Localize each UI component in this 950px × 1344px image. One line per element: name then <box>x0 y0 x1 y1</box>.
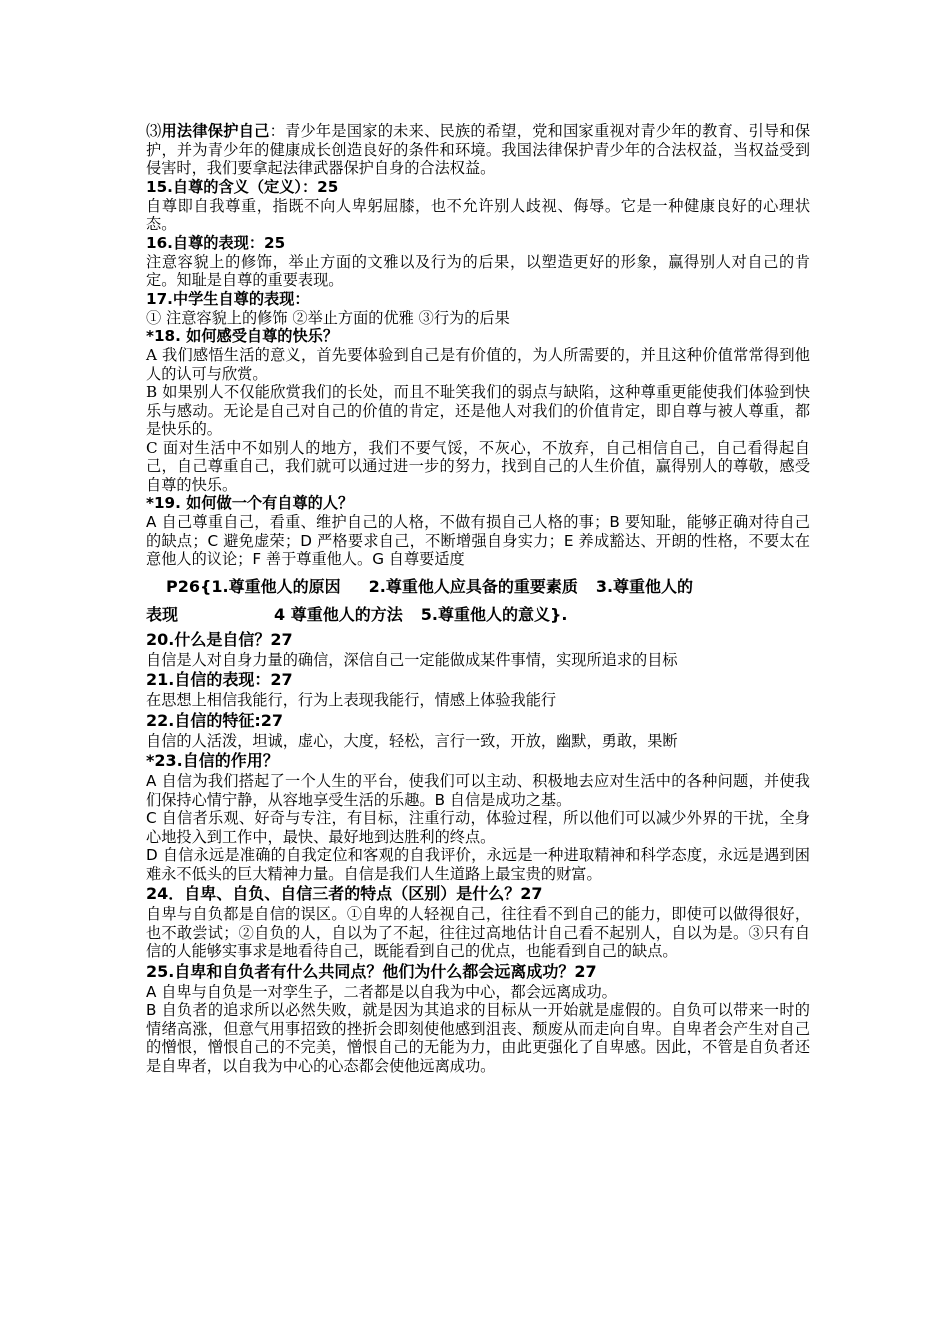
q18-b: B 如果别人不仅能欣赏我们的长处，而且不耻笑我们的弱点与缺陷，这种尊重更能使我们体验到快乐与感动。无论是自己对自己的价值的肯定，还是他人对我们的价值肯定，即自尊与被人尊重，都是快乐的。 <box>146 383 810 438</box>
q21-body: 在思想上相信我能行，行为上表现我能行，情感上体验我能行 <box>146 691 557 709</box>
q20-title: 20.什么是自信？27 <box>146 629 293 649</box>
q22-title: 22.自信的特征:27 <box>146 710 284 730</box>
q23-title: *23.自信的作用？ <box>146 751 279 770</box>
p26-part4: 表现 <box>146 604 179 624</box>
q16-body: 注意容貌上的修饰，举止方面的文雅以及行为的后果，以塑造更好的形象，赢得别人对自己的肯定。知耻是自尊的重要表现。 <box>146 252 810 289</box>
p26-part3: 3.尊重他人的 <box>595 576 694 596</box>
document-page <box>146 122 810 1075</box>
q23-d: D 自信永远是准确的自我定位和客观的自我评价，永远是一种进取精神和科学态度，永远是遇到困难永不低头的巨大精神力量。自信是我们人生道路上最宝贵的财富。 <box>146 846 810 883</box>
q18-c: C 面对生活中不如别人的地方，我们不要气馁，不灰心，不放弃，自己相信自己，自己看得起自己，自己尊重自己，我们就可以通过进一步的努力，找到自己的人生价值，赢得别人的尊敬，感受自尊的快乐。 <box>146 438 810 494</box>
p26-part5: 4 尊重他人的方法 <box>274 604 403 624</box>
q18-a: A 我们感悟生活的意义，首先要体验到自己是有价值的，为人所需要的，并且这种价值常常得到他人的认可与欣赏。 <box>146 346 810 383</box>
q19-title: *19. 如何做一个有自尊的人？ <box>146 494 354 512</box>
q25-b: B 自负者的追求所以必然失败，就是因为其追求的目标从一开始就是虚假的。自负可以带来一时的情绪高涨，但意气用事招致的挫折会即刻使他感到沮丧、颓废从而走向自卑。自卑者会产生对自己的憎恨，憎恨自己的不完美，憎恨自己的无能为力，由此更强化了自卑感。因此，不管是自负者还是自卑者，以自我为中心的心态都会使他远离成功。 <box>146 1001 810 1075</box>
intro-text: ：青少年是国家的未来、民族的希望，党和国家重视对青少年的教育、引导和保护，并为青少年的健康成长创造良好的条件和环境。我国法律保护青少年的合法权益，当权益受到侵害时，我们要拿起法律武器保护自身的合法权益。 <box>146 122 811 177</box>
q24-body: 自卑与自负都是自信的误区。①自卑的人轻视自己，往往看不到自己的能力，即使可以做得很好，也不敢尝试；②自负的人，自以为了不起，往往过高地估计自己看不起别人，自以为是。③只有自信的人能够实事求是地看待自己，既能看到自己的优点，也能看到自己的缺点。 <box>146 905 810 960</box>
q21-title: 21.自信的表现：27 <box>146 670 293 689</box>
intro-lead: ⑶ <box>146 122 162 140</box>
q23-c: C 自信者乐观、好奇与专注，有目标，注重行动，体验过程，所以他们可以减少外界的干扰，全身心地投入到工作中，最快、最好地到达胜利的终点。 <box>146 809 810 846</box>
q16-title: 16.自尊的表现：25 <box>146 233 286 252</box>
q15-title: 15.自尊的含义（定义）：25 <box>146 177 339 196</box>
q17-body: ① 注意容貌上的修饰 ②举止方面的优雅 ③行为的后果 <box>146 308 510 327</box>
q19-body: A 自己尊重自己，看重、维护自己的人格，不做有损自己人格的事；B 要知耻，能够正确对待自己的缺点；C 避免虚荣；D 严格要求自己，不断增强自身实力；E 养成豁达、开朗的性格，不要太在意他人的议论；F 善于尊重他人。G 自尊要适度 <box>146 513 810 568</box>
q23-a: A 自信为我们搭起了一个人生的平台，使我们可以主动、积极地去应对生活中的各种问题，并使我们保持心情宁静，从容地享受生活的乐趣。B 自信是成功之基。 <box>146 772 810 809</box>
intro-bold: 用法律保护自己 <box>161 122 270 140</box>
q15-body: 自尊即自我尊重，指既不向人卑躬屈膝，也不允许别人歧视、侮辱。它是一种健康良好的心理状态。 <box>146 196 810 233</box>
p26-part1: P26{1.尊重他人的原因 <box>166 576 341 596</box>
intro-paragraph <box>146 122 810 178</box>
q24-title: 24．自卑、自负、自信三者的特点（区别）是什么？27 <box>146 884 543 903</box>
q17-title: 17.中学生自尊的表现： <box>146 289 310 308</box>
q18-title: *18. 如何感受自尊的快乐？ <box>146 327 339 345</box>
q25-title: 25.自卑和自负者有什么共同点？他们为什么都会远离成功？27 <box>146 961 597 981</box>
p26-part2: 2.尊重他人应具备的重要素质 <box>368 576 578 596</box>
p26-part6: 5.尊重他人的意义}. <box>420 604 568 624</box>
q20-body: 自信是人对自身力量的确信，深信自己一定能做成某件事情，实现所追求的目标 <box>146 650 678 669</box>
q22-body: 自信的人活泼，坦诚，虚心，大度，轻松，言行一致，开放，幽默，勇敢，果断 <box>146 731 678 750</box>
q25-a: A 自卑与自负是一对孪生子，二者都是以自我为中心，都会远离成功。 <box>146 982 617 1001</box>
p26-outline <box>146 573 810 629</box>
